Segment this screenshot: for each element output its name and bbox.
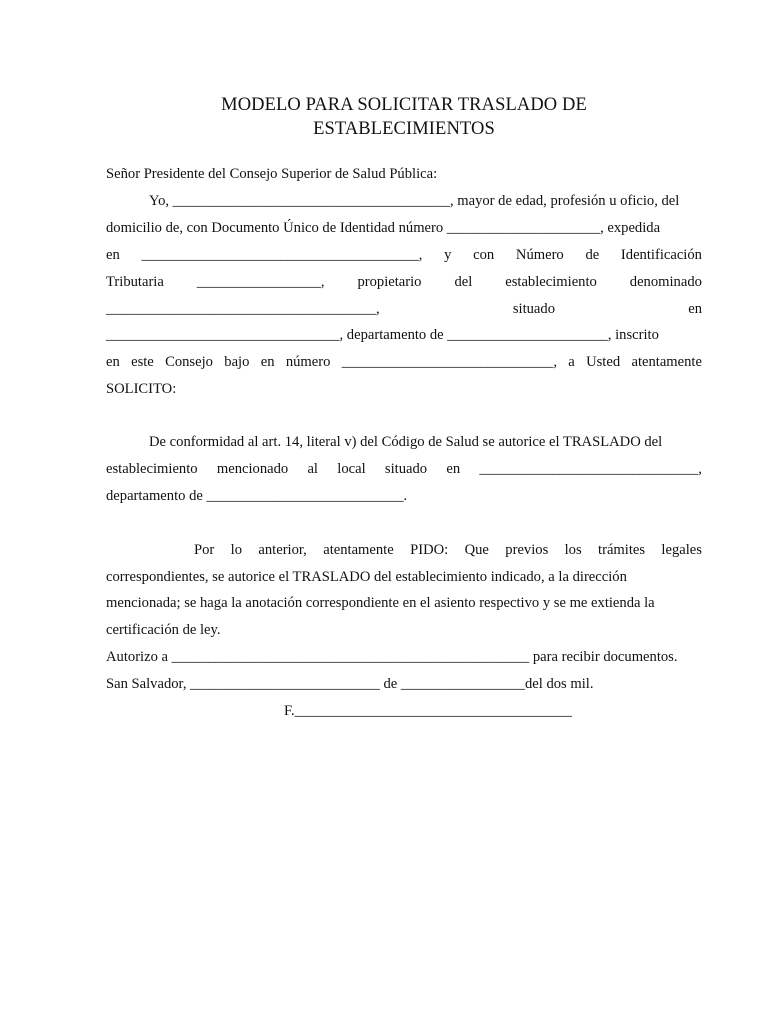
paragraph-2-line-2	[106, 460, 702, 478]
justified-word: bajo	[224, 354, 250, 370]
justified-word: atentamente	[323, 542, 394, 558]
paragraph-2-line-3: departamento de ___________________________.	[106, 488, 408, 504]
paragraph-1-line-2: domicilio de, con Documento Único de Identidad número _____________________, expedida	[106, 220, 661, 236]
justified-word: mencionado	[216, 461, 289, 477]
justified-word: en	[106, 247, 120, 263]
justified-word: legales	[661, 542, 702, 558]
justified-word: ______________________________,	[479, 461, 702, 477]
justified-word: del	[454, 274, 473, 290]
justified-word: este	[131, 354, 154, 370]
justified-word: local	[337, 461, 366, 477]
salutation: Señor Presidente del Consejo Superior de Salud Pública:	[106, 166, 438, 182]
justified-word: a	[568, 354, 575, 370]
paragraph-1-line-3	[106, 246, 702, 264]
justified-word: Identificación	[620, 247, 702, 263]
place-date-line: San Salvador, __________________________ de _________________del dos mil.	[106, 676, 594, 692]
justified-word: en	[446, 461, 461, 477]
justified-word: trámites	[598, 542, 646, 558]
justified-word: situado	[512, 301, 556, 317]
justified-word: ______________________________________,	[141, 247, 423, 263]
justified-word: anterior,	[258, 542, 307, 558]
justified-word: en	[106, 354, 120, 370]
justified-word: _________________,	[196, 274, 325, 290]
paragraph-3-line-2: correspondientes, se autorice el TRASLADO del establecimiento indicado, a la dirección	[106, 569, 627, 585]
paragraph-1-line-7	[106, 353, 702, 371]
justified-word: al	[307, 461, 318, 477]
paragraph-3-line-3: mencionada; se haga la anotación correspondiente en el asiento respectivo y se me extienda la	[106, 595, 655, 611]
justified-word: los	[564, 542, 582, 558]
justified-word: Por	[194, 542, 215, 558]
justified-word: denominado	[629, 274, 702, 290]
paragraph-1-line-5	[106, 300, 702, 318]
justified-word: lo	[230, 542, 243, 558]
justified-word: _____________________________,	[341, 354, 557, 370]
paragraph-1-line-4	[106, 273, 702, 291]
justified-word: propietario	[357, 274, 422, 290]
justified-word: atentamente	[631, 354, 702, 370]
justified-word: Tributaria	[106, 274, 164, 290]
paragraph-1-line-8: SOLICITO:	[106, 381, 177, 397]
justified-word: Usted	[586, 354, 621, 370]
justified-word: Consejo	[165, 354, 213, 370]
justified-word: Que	[464, 542, 489, 558]
paragraph-2-line-1: De conformidad al art. 14, literal v) del Código de Salud se autorice el TRASLADO del	[149, 434, 663, 450]
document-title-line-1: MODELO PARA SOLICITAR TRASLADO DE	[221, 95, 587, 115]
justified-word: en	[688, 301, 702, 317]
justified-word: previos	[505, 542, 549, 558]
document-title-line-2: ESTABLECIMIENTOS	[313, 119, 495, 139]
justified-word: PIDO:	[410, 542, 449, 558]
justified-word: Número	[515, 247, 564, 263]
signature-line: F.______________________________________	[284, 703, 572, 719]
justified-word: establecimiento	[106, 461, 198, 477]
paragraph-1-line-1: Yo, ______________________________________, mayor de edad, profesión u oficio, del	[149, 193, 680, 209]
justified-word: de	[585, 247, 600, 263]
justified-word: en	[260, 354, 275, 370]
justified-word: establecimiento	[505, 274, 597, 290]
justified-word: y	[444, 247, 452, 263]
autorizo-line: Autorizo a _________________________________________________ para recibir documentos.	[106, 649, 678, 665]
justified-word: situado	[384, 461, 428, 477]
paragraph-3-line-1	[194, 541, 702, 559]
paragraph-1-line-6: ________________________________, departamento de ______________________, inscrito	[106, 327, 659, 343]
justified-word: _____________________________________,	[106, 301, 380, 317]
justified-word: número	[285, 354, 331, 370]
justified-word: con	[473, 247, 495, 263]
paragraph-3-line-4: certificación de ley.	[106, 622, 221, 638]
